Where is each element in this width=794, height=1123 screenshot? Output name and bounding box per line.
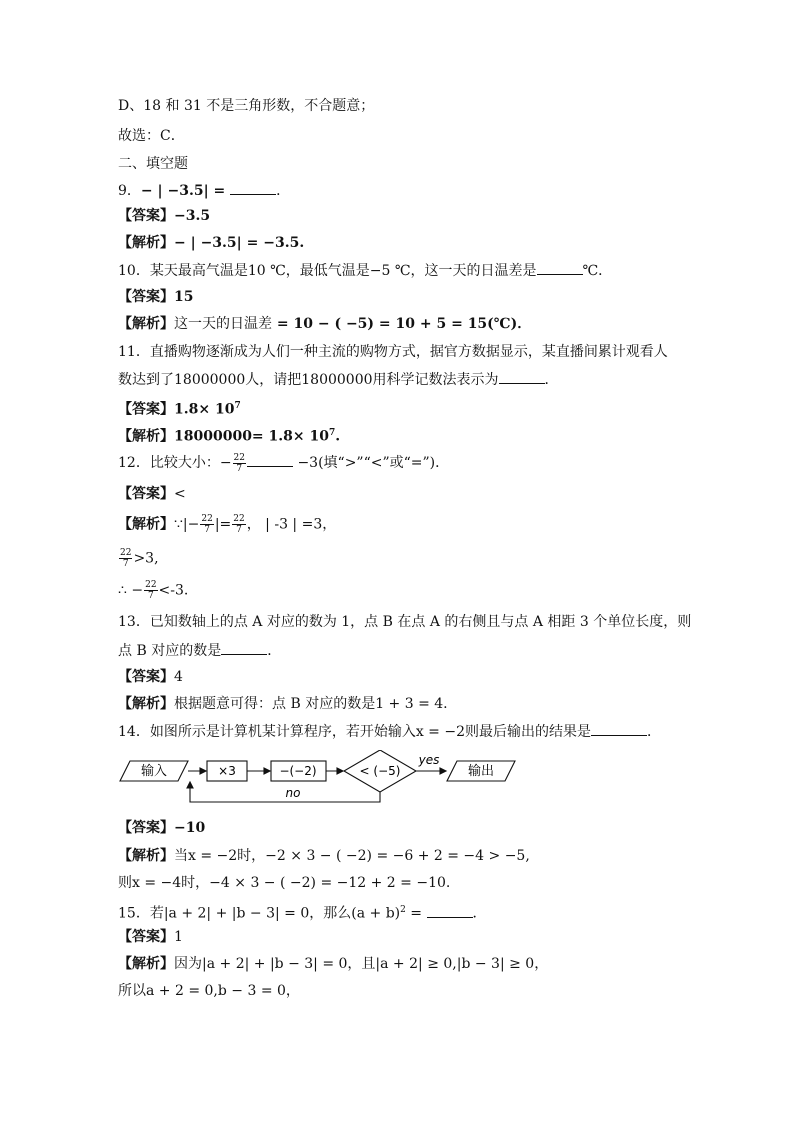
question-15: 15．若|a + 2| + |b − 3| = 0，那么$(a + b)^2$ = ． xyxy=(118,900,487,924)
answer-15: 【答案】1 xyxy=(118,929,183,945)
explanation-13: 【解析】根据题意可得：点 B 对应的数是1 + 3 = 4. xyxy=(118,696,448,712)
line-2: 故选：C． xyxy=(118,128,185,144)
flow-no-label: no xyxy=(285,786,301,800)
explanation-15-line-2: 所以a + 2 = 0,b − 3 = 0， xyxy=(118,983,300,999)
explanation-10: 【解析】这一天的日温差 = 10 − ( −5) = 10 + 5 = 15(℃)． xyxy=(118,316,532,332)
question-11-line-1: 11．直播购物逐渐成为人们一种主流的购物方式，据官方数据显示，某直播间累计观看人 xyxy=(118,344,668,360)
answer-11: 【答案】$1.8\times 10^7$ xyxy=(118,401,241,418)
flow-compare-label: < (−5) xyxy=(359,764,401,778)
question-14: 14．如图所示是计算机某计算程序，若开始输入x = −2则最后输出的结果是 ． xyxy=(118,721,661,742)
flow-yes-label: yes xyxy=(418,753,440,767)
flow-input-label: 输入 xyxy=(140,764,168,779)
question-12: 12．比较大小：− $\frac{22}{7}$ −3(填“>”“<”或“=”)． xyxy=(118,452,450,474)
flow-minus-label: −(−2) xyxy=(279,764,317,778)
answer-12: 【答案】< xyxy=(118,486,186,502)
explanation-12-line-2: $\frac{22}{7}$ >3, xyxy=(120,548,159,569)
explanation-12-line-1: 【解析】∵|− $\frac{22}{7}$ |= $\frac{22}{7}$ ， | -3 | =3， xyxy=(118,514,337,535)
section-title: 二、填空题 xyxy=(118,156,188,172)
question-13-line-2: 点 B 对应的数是 ． xyxy=(118,640,281,661)
question-13-line-1: 13．已知数轴上的点 A 对应的数为 1，点 B 在点 A 的右侧且与点 A 相距 3 个单位长度，则 xyxy=(118,614,692,630)
answer-13: 【答案】4 xyxy=(118,669,183,685)
fraction: $\frac{22}{7}$ xyxy=(233,452,245,474)
explanation-14-line-1: 【解析】当x = −2时，−2 × 3 − ( −2) = −6 + 2 = −4 > −5, xyxy=(118,848,530,864)
question-10: 10．某天最高气温是10 ℃，最低气温是−5 ℃，这一天的日温差是 ℃． xyxy=(118,260,612,281)
answer-10: 【答案】15 xyxy=(118,289,194,305)
question-11-line-2: 数达到了18000000人，请把18000000用科学记数法表示为 ． xyxy=(118,369,559,390)
flow-times3-label: ×3 xyxy=(218,764,236,778)
answer-14: 【答案】−10 xyxy=(118,820,206,836)
flow-output-label: 输出 xyxy=(467,764,495,779)
flowchart xyxy=(118,750,528,810)
question-9: 9．− | −3.5| = ． xyxy=(118,180,290,201)
explanation-9: 【解析】− | −3.5| = −3.5. xyxy=(118,235,305,251)
explanation-12-line-3: ∴ − $\frac{22}{7}$ <-3. xyxy=(118,580,189,601)
answer-9: 【答案】−3.5 xyxy=(118,208,211,224)
explanation-15-line-1: 【解析】因为|a + 2| + |b − 3| = 0，且|a + 2| ≥ 0,|b − 3| ≥ 0， xyxy=(118,956,549,972)
explanation-14-line-2: 则x = −4时，−4 × 3 − ( −2) = −12 + 2 = −10. xyxy=(118,875,451,891)
line-1: D、18 和 31 不是三角形数，不合题意； xyxy=(118,98,375,114)
explanation-11: 【解析】$18000000= 1.8\times 10^7$. xyxy=(118,428,341,445)
